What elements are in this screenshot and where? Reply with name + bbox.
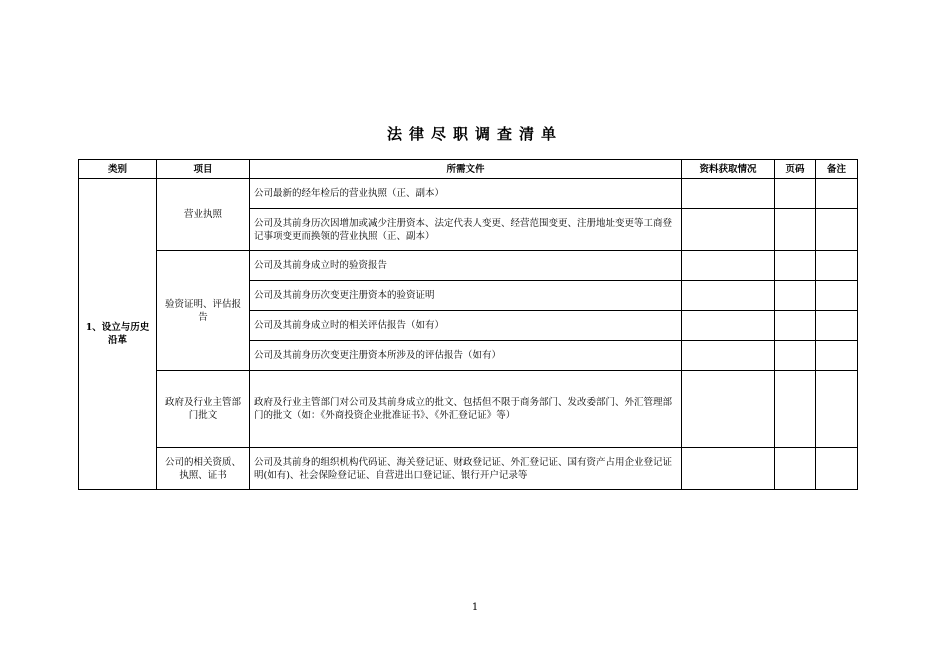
table-row xyxy=(79,179,858,209)
remarks-cell[interactable] xyxy=(816,341,858,371)
status-cell[interactable] xyxy=(682,371,775,448)
page-cell[interactable] xyxy=(775,311,816,341)
remarks-cell[interactable] xyxy=(816,311,858,341)
page-cell[interactable] xyxy=(775,209,816,251)
item-cell: 公司的相关资质、执照、证书 xyxy=(157,448,250,490)
remarks-cell[interactable] xyxy=(816,251,858,281)
page-title: 法律尽职调查清单 xyxy=(386,125,563,143)
status-cell[interactable] xyxy=(682,281,775,311)
page-number: 1 xyxy=(471,602,479,613)
remarks-cell[interactable] xyxy=(816,209,858,251)
table-row xyxy=(79,371,858,448)
status-cell[interactable] xyxy=(682,209,775,251)
due-diligence-table xyxy=(78,159,858,490)
header-documents: 所需文件 xyxy=(250,160,682,179)
item-cell: 营业执照 xyxy=(157,179,250,251)
item-cell: 政府及行业主管部门批文 xyxy=(157,371,250,448)
remarks-cell[interactable] xyxy=(816,371,858,448)
page-cell[interactable] xyxy=(775,251,816,281)
document-cell: 公司及其前身历次因增加或减少注册资本、法定代表人变更、经营范围变更、注册地址变更等工商登记事项变更而换领的营业执照（正、副本） xyxy=(250,209,682,251)
remarks-cell[interactable] xyxy=(816,448,858,490)
document-cell: 公司及其前身的组织机构代码证、海关登记证、财政登记证、外汇登记证、国有资产占用企业登记证明(如有)、社会保险登记证、自营进出口登记证、银行开户记录等 xyxy=(250,448,682,490)
page-cell[interactable] xyxy=(775,341,816,371)
table-row xyxy=(79,251,858,281)
document-cell: 公司及其前身历次变更注册资本的验资证明 xyxy=(250,281,682,311)
page-cell[interactable] xyxy=(775,179,816,209)
document-cell: 公司及其前身成立时的验资报告 xyxy=(250,251,682,281)
page-cell[interactable] xyxy=(775,371,816,448)
document-cell: 政府及行业主管部门对公司及其前身成立的批文、包括但不限于商务部门、发改委部门、外汇管理部门的批文（如：《外商投资企业批准证书》、《外汇登记证》等） xyxy=(250,371,682,448)
page-cell[interactable] xyxy=(775,281,816,311)
document-cell: 公司及其前身历次变更注册资本所涉及的评估报告（如有） xyxy=(250,341,682,371)
status-cell[interactable] xyxy=(682,179,775,209)
status-cell[interactable] xyxy=(682,311,775,341)
header-category: 类别 xyxy=(79,160,157,179)
header-remarks: 备注 xyxy=(816,160,858,179)
table-row xyxy=(79,448,858,490)
remarks-cell[interactable] xyxy=(816,179,858,209)
category-cell: 1、设立与历史沿革 xyxy=(79,179,157,490)
status-cell[interactable] xyxy=(682,341,775,371)
header-status: 资料获取情况 xyxy=(682,160,775,179)
document-cell: 公司及其前身成立时的相关评估报告（如有） xyxy=(250,311,682,341)
document-cell: 公司最新的经年检后的营业执照（正、副本） xyxy=(250,179,682,209)
remarks-cell[interactable] xyxy=(816,281,858,311)
header-item: 项目 xyxy=(157,160,250,179)
header-page: 页码 xyxy=(775,160,816,179)
status-cell[interactable] xyxy=(682,251,775,281)
item-cell: 验资证明、评估报告 xyxy=(157,251,250,371)
status-cell[interactable] xyxy=(682,448,775,490)
table-header-row xyxy=(79,160,858,179)
page-cell[interactable] xyxy=(775,448,816,490)
